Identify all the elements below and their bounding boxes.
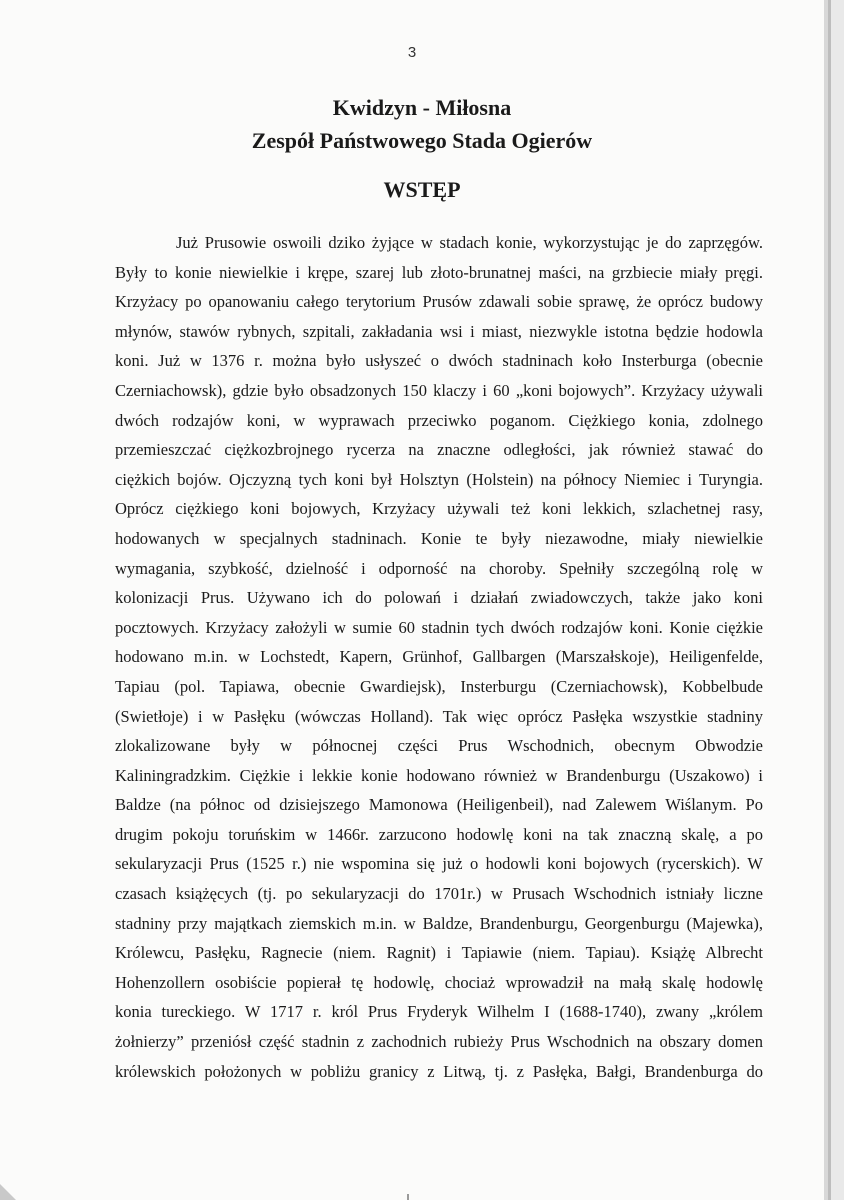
body-line: przemieszczać ciężkozbrojnego rycerza na znaczne odległości, jak również stawać do bbox=[115, 440, 763, 460]
body-line: Były to konie niewielkie i krępe, szarej lub złoto-brunatnej maści, na grzbiecie miały pręgi. bbox=[115, 262, 763, 282]
body-line: (Swietłoje) i w Pasłęku (wówczas Holland). Tak więc oprócz Pasłęka wszystkie stadniny bbox=[115, 706, 763, 726]
section-heading: WSTĘP bbox=[383, 177, 461, 202]
body-line: Już Prusowie oswoili dziko żyjące w stadach konie, wykorzystując je do zaprzęgów. bbox=[176, 233, 763, 252]
body-line: ciężkich bojów. Ojczyzną tych koni był Holsztyn (Holstein) na północy Niemiec i Turyngia. bbox=[115, 469, 763, 489]
body-line: hodowanych w specjalnych stadninach. Konie te były niezawodne, miały niewielkie bbox=[115, 528, 763, 548]
scan-background-edge bbox=[831, 0, 844, 1200]
body-line: Baldze (na północ od dzisiejszego Mamonowa (Heiligenbeil), nad Zalewem Wiślanym. Po bbox=[115, 795, 763, 815]
body-line: młynów, stawów rybnych, szpitali, zakładania wsi i miast, niezwykle istotna będzie hodowla bbox=[115, 321, 763, 341]
body-line: koni. Już w 1376 r. można było usłyszeć o dwóch stadninach koło Insterburga (obecnie bbox=[115, 351, 763, 371]
body-line: Kaliningradzkim. Ciężkie i lekkie konie hodowano również w Brandenburgu (Uszakowo) i bbox=[115, 765, 763, 785]
body-line: Oprócz ciężkiego koni bojowych, Krzyżacy używali też koni lekkich, szlachetnej rasy, bbox=[115, 499, 763, 519]
binding-mark bbox=[407, 1194, 409, 1200]
body-line: Tapiau (pol. Tapiawa, obecnie Gwardiejsk), Insterburgu (Czerniachowsk), Kobbelbude bbox=[115, 676, 763, 696]
page-number: 3 bbox=[407, 44, 417, 61]
body-line: Czerniachowsk), gdzie było obsadzonych 150 klaczy i 60 „koni bojowych”. Krzyżacy używali bbox=[115, 380, 763, 400]
body-line: królewskich położonych w pobliżu granicy z Litwą, tj. z Pasłęka, Bałgi, Brandenburga do bbox=[115, 1061, 763, 1081]
body-line: drugim pokoju toruńskim w 1466r. zarzucono hodowlę koni na tak znaczną skalę, a po bbox=[115, 824, 763, 844]
body-line: zlokalizowane były w północnej części Prus Wschodnich, obecnym Obwodzie bbox=[115, 736, 763, 756]
body-line: Hohenzollern osobiście popierał tę hodowlę, chociaż wprowadził na małą skalę hodowlę bbox=[115, 972, 763, 992]
body-line: sekularyzacji Prus (1525 r.) nie wspomina się już o hodowli koni bojowych (rycerskich). W bbox=[115, 854, 763, 874]
body-line: Królewcu, Pasłęku, Ragnecie (niem. Ragnit) i Tapiawie (niem. Tapiau). Książę Albrecht bbox=[115, 943, 763, 963]
page-corner-shadow bbox=[0, 1184, 16, 1200]
body-line: hodowano m.in. w Lochstedt, Kapern, Grünhof, Gallbargen (Marszałskoje), Heiligenfelde, bbox=[115, 647, 763, 667]
document-title-line-1: Kwidzyn - Miłosna bbox=[332, 95, 512, 120]
body-line: wymagania, szybkość, dzielność i odporność na choroby. Spełniły szczególną rolę w bbox=[115, 558, 763, 578]
body-line: Krzyżacy po opanowaniu całego terytorium Prusów zdawali sobie sprawę, że oprócz budowy bbox=[115, 292, 763, 312]
document-title-line-2: Zespół Państwowego Stada Ogierów bbox=[251, 128, 593, 153]
body-line: stadniny przy majątkach ziemskich m.in. w Baldze, Brandenburgu, Georgenburgu (Majewka), bbox=[115, 913, 763, 933]
body-line: czasach książęcych (tj. po sekularyzacji do 1701r.) w Prusach Wschodnich istniały liczne bbox=[115, 884, 763, 904]
body-line: pocztowych. Krzyżacy założyli w sumie 60 stadnin tych dwóch rodzajów koni. Konie ciężkie bbox=[115, 617, 763, 637]
body-line: konia tureckiego. W 1717 r. król Prus Fryderyk Wilhelm I (1688-1740), zwany „królem bbox=[115, 1002, 763, 1022]
body-line: dwóch rodzajów koni, w wyprawach przeciwko poganom. Ciężkiego konia, zdolnego bbox=[115, 410, 763, 430]
body-text bbox=[115, 228, 763, 1086]
body-line: kolonizacji Prus. Używano ich do polowań i działań zwiadowczych, także jako koni bbox=[115, 588, 763, 608]
body-line: żołnierzy” przeniósł część stadnin z zachodnich rubieży Prus Wschodnich na obszary domen bbox=[115, 1032, 763, 1052]
